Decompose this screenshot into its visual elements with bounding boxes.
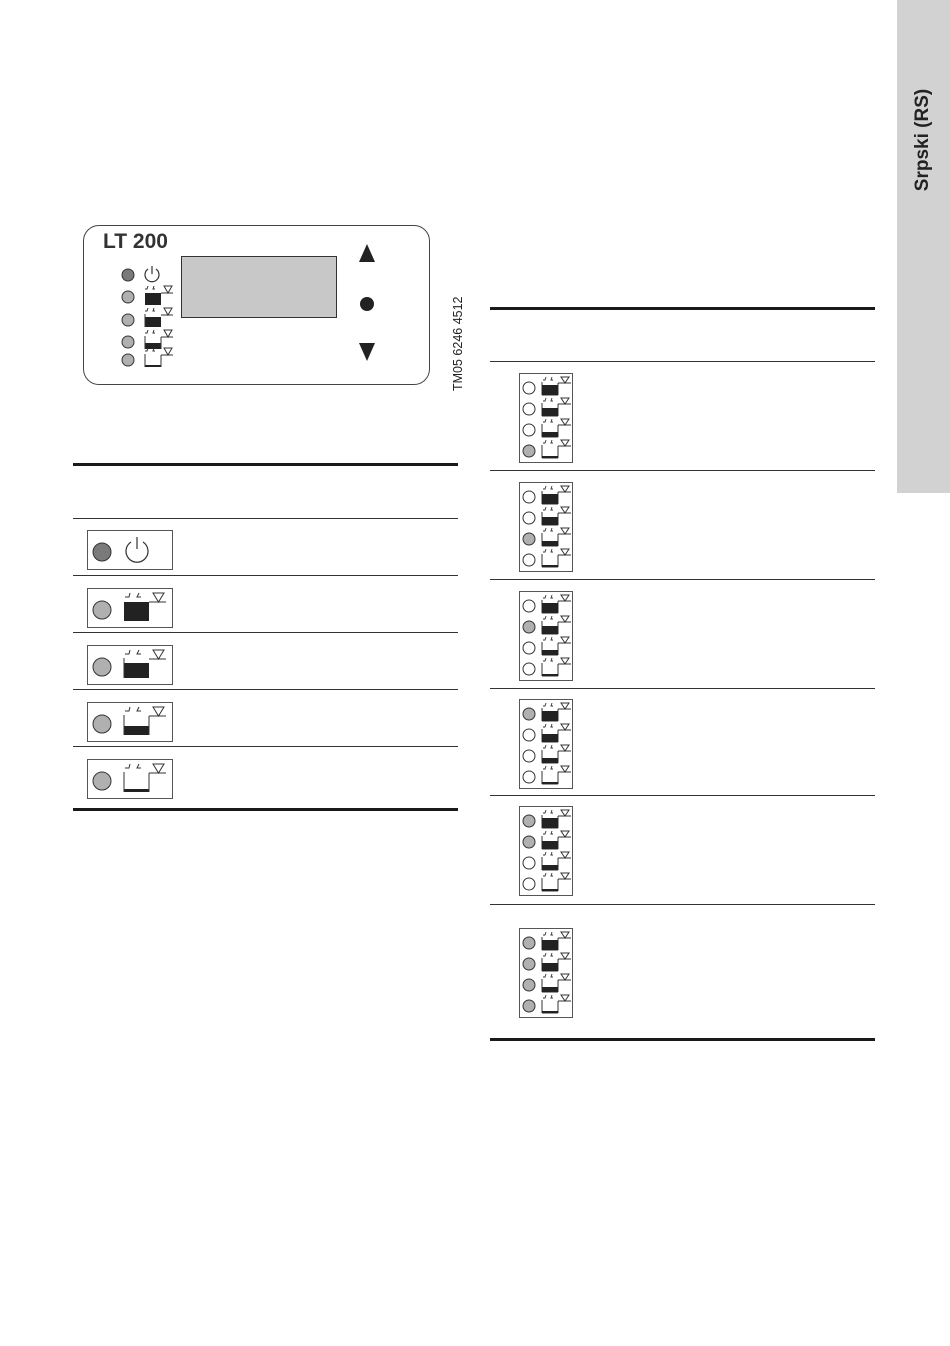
right-table-row-rule xyxy=(490,795,875,796)
level-full-icon xyxy=(122,591,168,623)
lamp-icon xyxy=(522,381,536,395)
panel-lamp-medium-icon xyxy=(121,335,135,349)
level-full-icon xyxy=(142,284,174,306)
level-high-icon xyxy=(142,306,174,328)
right-table-header-rule xyxy=(490,361,875,362)
lamp-icon xyxy=(522,641,536,655)
level-medium-icon xyxy=(540,418,572,438)
lamp-icon xyxy=(522,402,536,416)
lamp-icon xyxy=(91,656,113,678)
controller-display xyxy=(181,256,337,318)
power-icon xyxy=(122,535,152,565)
panel-lamp-full-icon xyxy=(121,290,135,304)
level-full-icon xyxy=(540,485,572,505)
right-table-row-rule xyxy=(490,579,875,580)
lamp-icon xyxy=(522,532,536,546)
lamp-icon xyxy=(522,877,536,891)
up-arrow-icon xyxy=(357,242,377,264)
level-high-icon xyxy=(540,506,572,526)
lamp-icon xyxy=(522,444,536,458)
figure-code: TM05 6246 4512 xyxy=(451,296,465,391)
lamp-icon xyxy=(522,814,536,828)
lamp-icon xyxy=(522,835,536,849)
level-high-icon xyxy=(540,615,572,635)
lamp-icon xyxy=(522,728,536,742)
lamp-icon xyxy=(522,490,536,504)
level-high-icon xyxy=(540,830,572,850)
left-table-bottom-rule xyxy=(73,808,458,811)
right-table-bottom-rule xyxy=(490,1038,875,1041)
lamp-icon xyxy=(522,978,536,992)
power-lamp-icon xyxy=(91,541,113,563)
lamp-icon xyxy=(522,770,536,784)
lamp-icon xyxy=(522,957,536,971)
level-low-icon xyxy=(540,657,572,677)
lamp-icon xyxy=(522,620,536,634)
panel-lamp-low-icon xyxy=(121,353,135,367)
level-low-icon xyxy=(122,762,168,794)
level-full-icon xyxy=(540,809,572,829)
left-table-row-rule xyxy=(73,632,458,633)
power-lamp-icon xyxy=(121,268,135,282)
level-medium-icon xyxy=(540,851,572,871)
level-medium-icon xyxy=(540,744,572,764)
level-medium-icon xyxy=(540,527,572,547)
level-high-icon xyxy=(540,952,572,972)
lamp-icon xyxy=(522,599,536,613)
lamp-icon xyxy=(522,423,536,437)
lamp-icon xyxy=(91,770,113,792)
left-table-row-rule xyxy=(73,746,458,747)
level-high-icon xyxy=(540,397,572,417)
language-label: Srpski (RS) xyxy=(912,88,933,192)
level-medium-icon xyxy=(122,705,168,737)
right-table-top-rule xyxy=(490,307,875,310)
lamp-icon xyxy=(522,856,536,870)
level-low-icon xyxy=(540,439,572,459)
level-full-icon xyxy=(540,702,572,722)
right-table-row-rule xyxy=(490,688,875,689)
level-low-icon xyxy=(540,548,572,568)
down-arrow-icon xyxy=(357,341,377,363)
level-full-icon xyxy=(540,931,572,951)
lamp-icon xyxy=(522,511,536,525)
lamp-icon xyxy=(522,553,536,567)
right-table-row-rule xyxy=(490,470,875,471)
level-low-icon xyxy=(540,765,572,785)
level-medium-icon xyxy=(540,636,572,656)
ok-dot-icon xyxy=(359,296,375,312)
lamp-icon xyxy=(522,749,536,763)
level-low-icon xyxy=(540,994,572,1014)
level-low-icon xyxy=(540,872,572,892)
panel-lamp-high-icon xyxy=(121,313,135,327)
lamp-icon xyxy=(522,999,536,1013)
left-table-row-rule xyxy=(73,689,458,690)
level-high-icon xyxy=(122,648,168,680)
lamp-icon xyxy=(522,707,536,721)
lamp-icon xyxy=(91,599,113,621)
language-side-tab xyxy=(897,0,950,493)
lamp-icon xyxy=(522,662,536,676)
power-icon xyxy=(142,264,162,284)
controller-title: LT 200 xyxy=(103,230,168,253)
right-table-row-rule xyxy=(490,904,875,905)
lamp-icon xyxy=(522,936,536,950)
left-table-header-rule xyxy=(73,518,458,519)
level-low-icon xyxy=(142,346,174,368)
level-full-icon xyxy=(540,594,572,614)
left-table-top-rule xyxy=(73,463,458,466)
level-high-icon xyxy=(540,723,572,743)
level-full-icon xyxy=(540,376,572,396)
lamp-icon xyxy=(91,713,113,735)
level-medium-icon xyxy=(540,973,572,993)
left-table-row-rule xyxy=(73,575,458,576)
